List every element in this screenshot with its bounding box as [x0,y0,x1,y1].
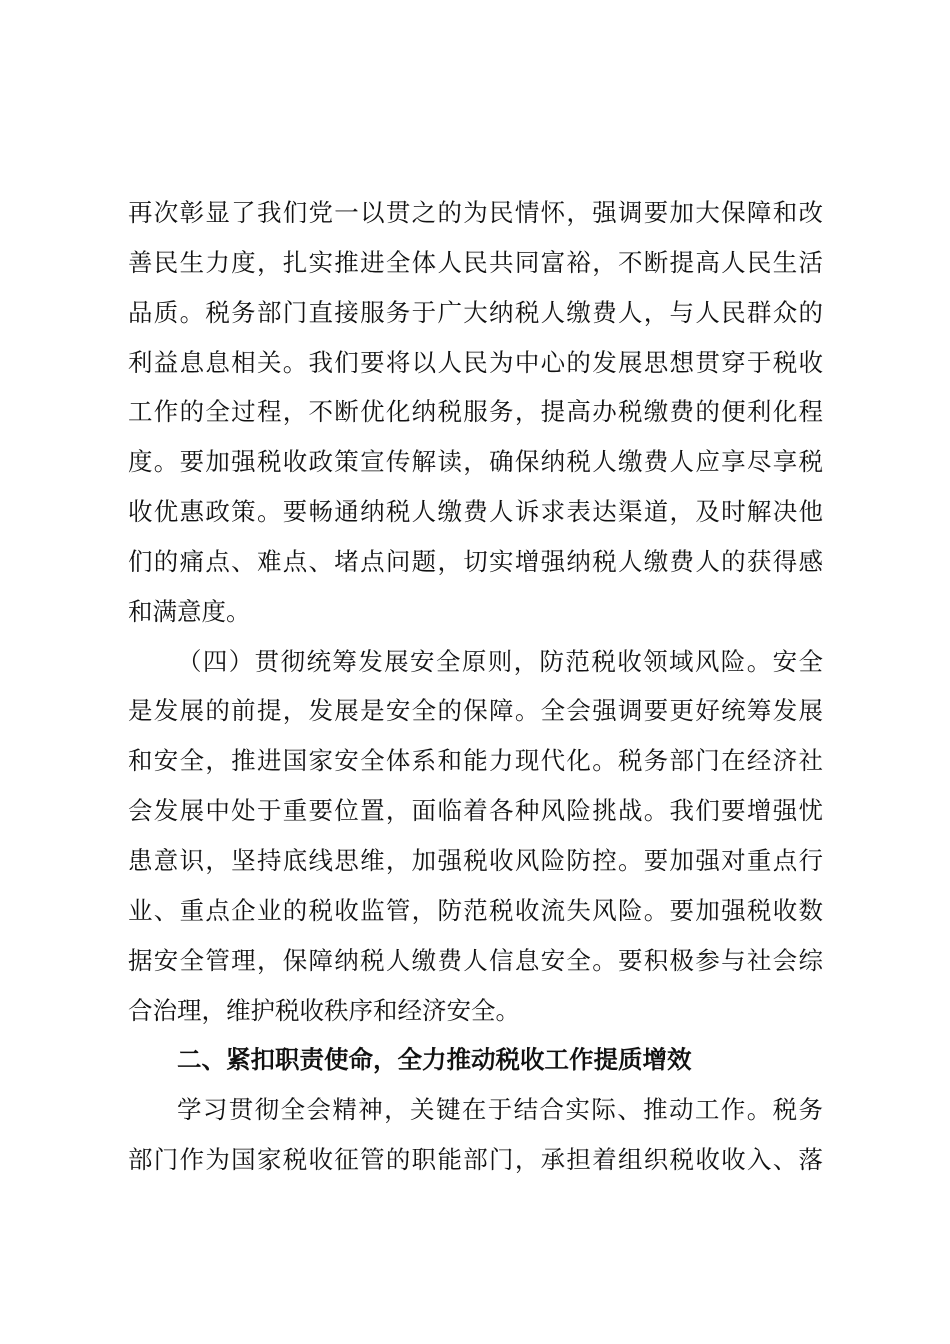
text-line: 和满意度。 [128,598,251,626]
text-line: 合治理，维护税收秩序和经济安全。 [128,997,520,1025]
text-line: 学习贯彻全会精神，关键在于结合实际、推动工作。税务 [177,1097,823,1125]
section-heading-line: （四）贯彻统筹发展安全原则，防范税收领域风险。安全 [177,648,823,676]
text-line: 再次彰显了我们党一以贯之的为民情怀，强调要加大保障和改 [128,200,823,227]
text-line: 部门作为国家税收征管的职能部门，承担着组织税收收入、落 [128,1147,823,1175]
text-line: 利益息息相关。我们要将以人民为中心的发展思想贯穿于税收 [128,349,823,377]
text-line: 患意识，坚持底线思维，加强税收风险防控。要加强对重点行 [128,847,823,875]
text-line: 工作的全过程，不断优化纳税服务，提高办税缴费的便利化程 [128,399,823,427]
text-line: 据安全管理，保障纳税人缴费人信息安全。要积极参与社会综 [128,947,823,975]
text-line: 度。要加强税收政策宣传解读，确保纳税人缴费人应享尽享税 [128,449,823,477]
text-line: 品质。税务部门直接服务于广大纳税人缴费人，与人民群众的 [128,299,823,327]
text-line: 是发展的前提，发展是安全的保障。全会强调要更好统筹发展 [128,698,823,726]
text-line: 业、重点企业的税收监管，防范税收流失风险。要加强税收数 [128,897,823,925]
text-line: 善民生力度，扎实推进全体人民共同富裕，不断提高人民生活 [128,249,823,277]
document-body [128,189,823,1186]
section-heading: 二、紧扣职责使命，全力推动税收工作提质增效 [177,1047,692,1075]
text-line: 会发展中处于重要位置，面临着各种风险挑战。我们要增强忧 [128,798,823,826]
text-line: 和安全，推进国家安全体系和能力现代化。税务部门在经济社 [128,748,823,776]
text-line: 收优惠政策。要畅通纳税人缴费人诉求表达渠道，及时解决他 [128,499,823,527]
text-line: 们的痛点、难点、堵点问题，切实增强纳税人缴费人的获得感 [128,548,823,576]
